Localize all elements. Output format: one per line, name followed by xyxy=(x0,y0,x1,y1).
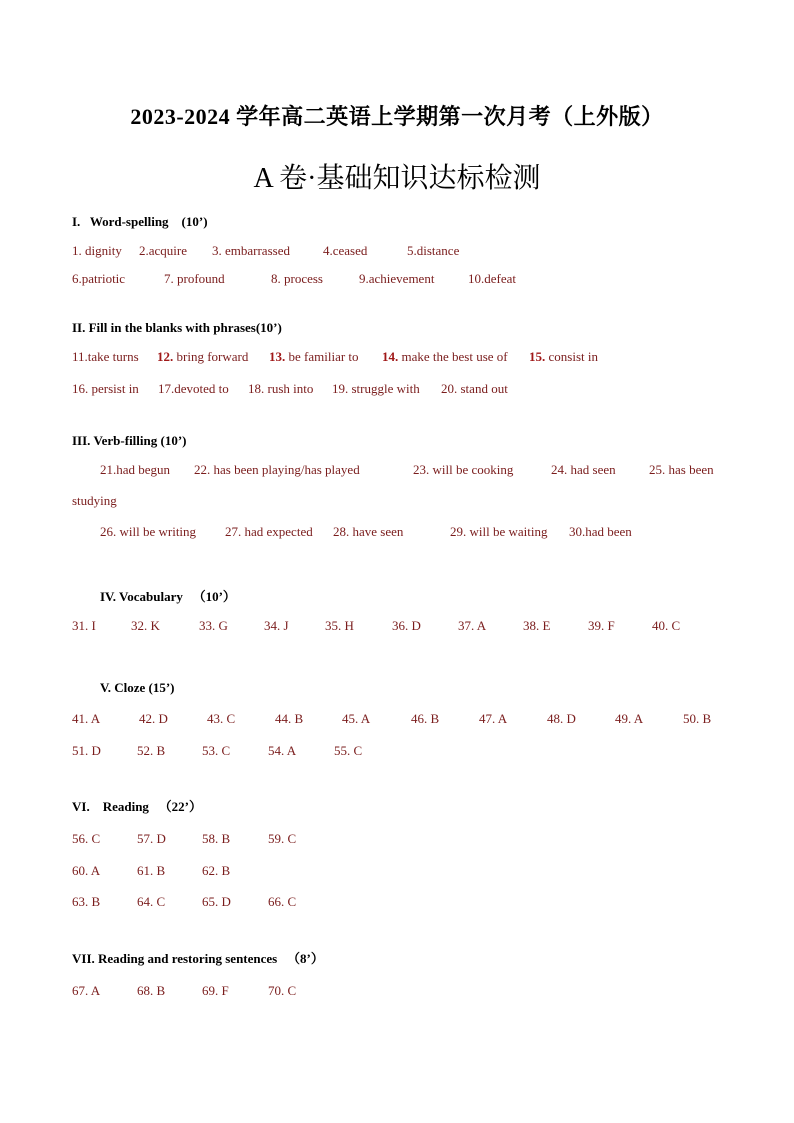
answer-number: 12. xyxy=(157,349,174,364)
answer-item: 34. J xyxy=(264,618,289,633)
answer-item xyxy=(382,349,508,365)
answer-item: 37. A xyxy=(458,618,487,633)
section-heading-cloze: V. Cloze (15’) xyxy=(100,680,175,695)
answer-text: consist in xyxy=(545,349,598,364)
answer-item: 45. A xyxy=(342,711,371,726)
answer-item: 21.had begun xyxy=(100,462,171,477)
answer-item: 47. A xyxy=(479,711,508,726)
answer-item: 22. has been playing/has played xyxy=(194,462,360,477)
answer-item: 63. B xyxy=(72,894,101,909)
answer-item: 33. G xyxy=(199,618,228,633)
answer-item: 51. D xyxy=(72,743,101,758)
answer-item: 17.devoted to xyxy=(158,381,229,396)
answer-item: 68. B xyxy=(137,983,166,998)
document-subtitle: A 卷·基础知识达标检测 xyxy=(253,163,541,194)
answer-item: 18. rush into xyxy=(248,381,314,396)
answer-item: 61. B xyxy=(137,863,166,878)
answer-item: 46. B xyxy=(411,711,440,726)
answer-item: 16. persist in xyxy=(72,381,139,396)
answer-item: 4.ceased xyxy=(323,243,368,258)
answer-item: 27. had expected xyxy=(225,524,313,539)
answer-item: studying xyxy=(72,493,117,508)
answer-item: 54. A xyxy=(268,743,297,758)
answer-item: 20. stand out xyxy=(441,381,508,396)
section-heading-word-spelling: I. Word-spelling (10’) xyxy=(72,214,208,229)
answer-item: 26. will be writing xyxy=(100,524,197,539)
answer-item: 69. F xyxy=(202,983,229,998)
answer-item: 70. C xyxy=(268,983,297,998)
answer-item: 2.acquire xyxy=(139,243,188,258)
answer-item: 50. B xyxy=(683,711,712,726)
answer-item: 44. B xyxy=(275,711,304,726)
answer-item: 40. C xyxy=(652,618,681,633)
answer-item: 41. A xyxy=(72,711,101,726)
answer-item: 6.patriotic xyxy=(72,271,126,286)
answer-item: 55. C xyxy=(334,743,363,758)
section-heading-verb-filling: III. Verb-filling (10’) xyxy=(72,433,187,448)
answer-item: 19. struggle with xyxy=(332,381,420,396)
answer-number: 1 xyxy=(72,349,79,364)
answer-item: 56. C xyxy=(72,831,101,846)
answer-item xyxy=(157,349,248,365)
answer-item: 7. profound xyxy=(164,271,225,286)
answer-item: 66. C xyxy=(268,894,297,909)
answer-item: 58. B xyxy=(202,831,231,846)
answer-number: 15. xyxy=(529,349,546,364)
answer-item: 52. B xyxy=(137,743,166,758)
answer-item: 5.distance xyxy=(407,243,460,258)
section-heading-vocabulary: IV. Vocabulary （10’） xyxy=(100,589,236,604)
answer-item: 1. dignity xyxy=(72,243,122,258)
answer-item: 38. E xyxy=(523,618,551,633)
answer-item: 67. A xyxy=(72,983,101,998)
answer-item: 39. F xyxy=(588,618,615,633)
answer-item: 65. D xyxy=(202,894,231,909)
section-heading-restoring-sentences: VII. Reading and restoring sentences （8’） xyxy=(72,951,324,966)
answer-item xyxy=(269,349,359,365)
answer-number: 13. xyxy=(269,349,286,364)
answer-item: 62. B xyxy=(202,863,231,878)
answer-item: 57. D xyxy=(137,831,166,846)
answer-item: 35. H xyxy=(325,618,354,633)
answer-item: 53. C xyxy=(202,743,231,758)
section-heading-fill-blanks: II. Fill in the blanks with phrases(10’) xyxy=(72,320,282,335)
answer-item: 42. D xyxy=(139,711,168,726)
answer-text: bring forward xyxy=(173,349,249,364)
answer-text: make the best use of xyxy=(398,349,508,364)
answer-item: 23. will be cooking xyxy=(413,462,514,477)
document-title: 2023-2024 学年高二英语上学期第一次月考（上外版） xyxy=(130,104,664,129)
answer-item: 28. have seen xyxy=(333,524,404,539)
answer-item: 8. process xyxy=(271,271,323,286)
answer-item xyxy=(72,349,139,365)
answer-item: 43. C xyxy=(207,711,236,726)
answer-item: 10.defeat xyxy=(468,271,517,286)
answer-item: 64. C xyxy=(137,894,166,909)
answer-item: 32. K xyxy=(131,618,160,633)
answer-item: 3. embarrassed xyxy=(212,243,290,258)
answer-item xyxy=(529,349,598,365)
answer-number: 14. xyxy=(382,349,399,364)
answer-item: 30.had been xyxy=(569,524,632,539)
answer-item: 48. D xyxy=(547,711,576,726)
answer-item: 29. will be waiting xyxy=(450,524,548,539)
answer-item: 60. A xyxy=(72,863,101,878)
answer-item: 25. has been xyxy=(649,462,714,477)
answer-item: 24. had seen xyxy=(551,462,616,477)
answer-item: 9.achievement xyxy=(359,271,435,286)
answer-item: 49. A xyxy=(615,711,644,726)
answer-item: 36. D xyxy=(392,618,421,633)
answer-item: 59. C xyxy=(268,831,297,846)
answer-text: be familiar to xyxy=(285,349,359,364)
answer-text: 1.take turns xyxy=(78,349,139,364)
section-heading-reading: VI. Reading （22’） xyxy=(72,799,203,814)
answer-item: 31. I xyxy=(72,618,96,633)
